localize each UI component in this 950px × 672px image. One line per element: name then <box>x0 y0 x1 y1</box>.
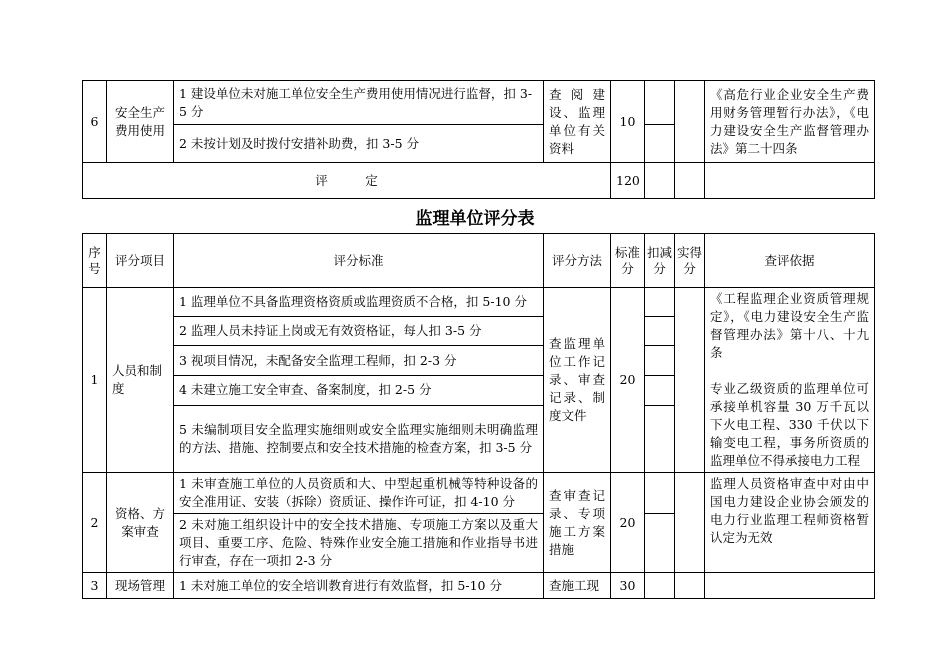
row-number: 3 <box>83 573 107 599</box>
criteria-line: 4 未建立施工安全审查、备案制度，扣 2-5 分 <box>174 375 544 405</box>
criteria-line: 1 未对施工单位的安全培训教育进行有效监督，扣 5-10 分 <box>174 573 544 599</box>
header-item: 评分项目 <box>107 234 174 288</box>
score-method: 查阅建设、监理单位有关资料 <box>544 81 611 163</box>
review-basis: 监理人员资格审查中对由中国电力建设企业协会颁发的电力行业监理工程师资格暂认定为无效 <box>705 473 875 573</box>
header-method: 评分方法 <box>544 234 611 288</box>
row-number: 2 <box>83 473 107 573</box>
deduct-cell <box>645 514 675 573</box>
score-method: 查审查记录、专项施工方案措施 <box>544 473 611 573</box>
criteria-line: 2 未按计划及时拨付安措补助费，扣 3-5 分 <box>174 125 544 163</box>
basis-paragraph: 《工程监理企业资质管理规定》，《电力建设安全生产监督管理办法》第十八、十九条 <box>710 291 869 360</box>
header-actual: 实得分 <box>675 234 705 288</box>
deduct-cell <box>645 473 675 514</box>
standard-score: 20 <box>611 473 645 573</box>
criteria-line: 1 监理单位不具备监理资格资质或监理资质不合格，扣 5-10 分 <box>174 288 544 317</box>
previous-score-table <box>82 80 875 199</box>
criteria-line: 1 建设单位未对施工单位安全生产费用使用情况进行监督，扣 3-5 分 <box>174 81 544 125</box>
actual-cell <box>675 473 705 573</box>
deduct-cell <box>645 375 675 405</box>
basis-cell <box>705 573 875 599</box>
standard-score: 30 <box>611 573 645 599</box>
criteria-line: 3 视项目情况，未配备安全监理工程师，扣 2-3 分 <box>174 346 544 375</box>
header-deduct: 扣减分 <box>645 234 675 288</box>
deduct-cell <box>645 405 675 472</box>
total-score: 120 <box>611 163 645 199</box>
score-method: 查监理单位工作记录、审查记录、制度文件 <box>544 288 611 473</box>
row-number: 1 <box>83 288 107 473</box>
deduct-cell <box>645 346 675 375</box>
review-basis <box>705 288 875 473</box>
score-item: 安全生产费用使用 <box>107 81 174 163</box>
header-criteria: 评分标准 <box>174 234 544 288</box>
deduct-cell <box>645 288 675 317</box>
score-item: 人员和制度 <box>107 288 174 473</box>
supervision-score-table <box>82 233 875 599</box>
deduct-cell <box>645 81 675 125</box>
page-title: 监理单位评分表 <box>415 209 535 229</box>
actual-cell <box>675 81 705 163</box>
actual-cell <box>675 163 705 199</box>
score-method: 查施工现 <box>544 573 611 599</box>
criteria-line: 2 未对施工组织设计中的安全技术措施、专项施工方案以及重大项目、重要工序、危险、特殊作业安全施工措施和作业指导书进行审查，存在一项扣 2-3 分 <box>174 514 544 573</box>
deduct-cell <box>645 573 675 599</box>
total-label: 评 定 <box>83 163 611 199</box>
standard-score: 20 <box>611 288 645 473</box>
score-item: 资格、方案审查 <box>107 473 174 573</box>
header-standard: 标准分 <box>611 234 645 288</box>
criteria-line: 2 监理人员未持证上岗或无有效资格证，每人扣 3-5 分 <box>174 317 544 346</box>
review-basis: 《高危行业企业安全生产费用财务管理暂行办法》，《电力建设安全生产监督管理办法》第二十四条 <box>705 81 875 163</box>
criteria-line: 5 未编制项目安全监理实施细则或安全监理实施细则未明确监理的方法、措施、控制要点和安全技术措施的检查方案，扣 3-5 分 <box>174 405 544 472</box>
basis-cell <box>705 163 875 199</box>
row-number: 6 <box>83 81 107 163</box>
header-basis: 查评依据 <box>705 234 875 288</box>
score-item: 现场管理 <box>107 573 174 599</box>
standard-score: 10 <box>611 81 645 163</box>
deduct-cell <box>645 125 675 163</box>
basis-paragraph: 专业乙级资质的监理单位可承接单机容量 30 万千瓦以下火电工程、330 千伏以下输变电工程，事务所资质的监理单位不得承接电力工程 <box>710 381 869 468</box>
deduct-cell <box>645 317 675 346</box>
actual-cell <box>675 288 705 473</box>
actual-cell <box>675 573 705 599</box>
header-no: 序号 <box>83 234 107 288</box>
deduct-cell <box>645 163 675 199</box>
criteria-line: 1 未审查施工单位的人员资质和大、中型起重机械等特种设备的安全准用证、安装（拆除）资质证、操作许可证，扣 4-10 分 <box>174 473 544 514</box>
